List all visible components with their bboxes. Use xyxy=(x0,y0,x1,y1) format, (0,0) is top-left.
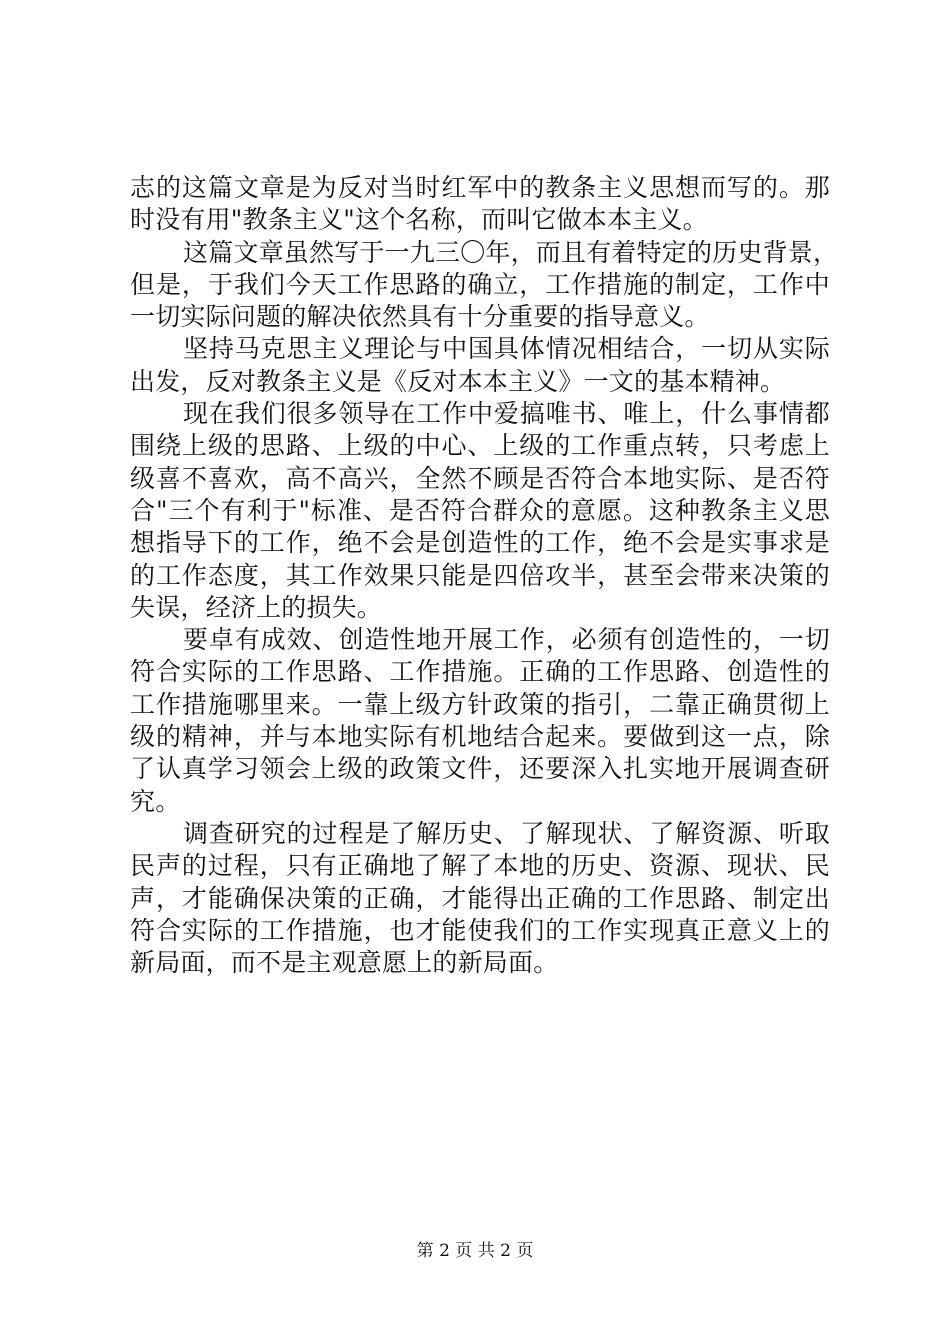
text-line: 失误，经济上的损失。 xyxy=(130,592,383,622)
text-line: 时没有用"教条主义"这个名称，而叫它做本本主义。 xyxy=(130,205,708,235)
text-line: 出发，反对教条主义是《反对本本主义》一文的基本精神。 xyxy=(130,366,786,396)
text-line: 坚持马克思主义理论与中国具体情况相结合，一切从实际 xyxy=(183,334,830,364)
text-line: 一切实际问题的解决依然具有十分重要的指导意义。 xyxy=(130,302,710,332)
text-line: 级的精神，并与本地实际有机地结合起来。要做到这一点，除 xyxy=(130,722,830,752)
text-line: 现在我们很多领导在工作中爱搞唯书、唯上，什么事情都 xyxy=(183,399,830,429)
text-line: 志的这篇文章是为反对当时红军中的教条主义思想而写的。那 xyxy=(130,173,830,202)
page-footer: 第 2 页 共 2 页 xyxy=(416,1241,534,1261)
text-line: 符合实际的工作措施，也才能使我们的工作实现真正意义上的 xyxy=(130,915,830,945)
text-line: 但是，于我们今天工作思路的确立，工作措施的制定，工作中 xyxy=(130,269,830,299)
text-line: 了认真学习领会上级的政策文件，还要深入扎实地开展调查研 xyxy=(130,754,830,784)
text-line: 新局面，而不是主观意愿上的新局面。 xyxy=(130,948,559,978)
text-line: 声，才能确保决策的正确，才能得出正确的工作思路、制定出 xyxy=(130,883,830,913)
text-line: 符合实际的工作思路、工作措施。正确的工作思路、创造性的 xyxy=(130,657,830,687)
text-line: 究。 xyxy=(130,786,181,816)
text-line: 这篇文章虽然写于一九三〇年，而且有着特定的历史背景， xyxy=(183,237,839,267)
text-line: 想指导下的工作，绝不会是创造性的工作，绝不会是实事求是 xyxy=(130,528,830,558)
text-line: 调查研究的过程是了解历史、了解现状、了解资源、听取 xyxy=(183,818,830,848)
text-line: 工作措施哪里来。一靠上级方针政策的指引，二靠正确贯彻上 xyxy=(130,689,830,719)
text-line: 合"三个有利于"标准、是否符合群众的意愿。这种教条主义思 xyxy=(130,495,830,525)
text-line: 的工作态度，其工作效果只能是四倍攻半，甚至会带来决策的 xyxy=(130,560,830,590)
text-line: 级喜不喜欢，高不高兴，全然不顾是否符合本地实际、是否符 xyxy=(130,463,830,493)
text-line: 围绕上级的思路、上级的中心、上级的工作重点转，只考虑上 xyxy=(130,431,830,461)
text-line: 要卓有成效、创造性地开展工作，必须有创造性的，一切 xyxy=(183,625,830,655)
document-body xyxy=(130,172,839,979)
text-line: 民声的过程，只有正确地了解了本地的历史、资源、现状、民 xyxy=(130,851,830,881)
